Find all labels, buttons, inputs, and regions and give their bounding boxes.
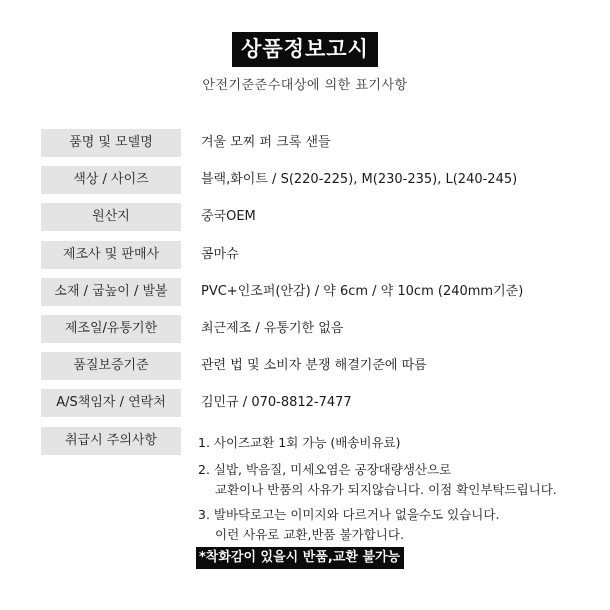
- info-value: 관련 법 및 소비자 분쟁 해결기준에 따름: [201, 358, 427, 374]
- note-line: 1. 사이즈교환 1회 가능 (배송비유료): [198, 435, 401, 450]
- info-row-as-contact: [41, 389, 601, 417]
- note-line: 3. 발바닥로고는 이미지와 다르거나 없을수도 있습니다.: [198, 507, 500, 522]
- note-line: 2. 실밥, 박음질, 미세오염은 공장대량생산으로: [198, 462, 452, 477]
- info-row-manufacturer: [41, 241, 601, 269]
- info-row-product-name: [41, 129, 601, 157]
- info-label: 색상 / 사이즈: [41, 166, 181, 194]
- info-row-quality: [41, 352, 601, 380]
- note-line-continued: 이런 사유로 교환,반품 불가합니다.: [215, 527, 404, 542]
- title-wrapper: [0, 32, 610, 67]
- info-label: 취급시 주의사항: [41, 427, 181, 455]
- info-label: 소재 / 굽높이 / 발볼: [41, 278, 181, 306]
- info-value: 콤마슈: [201, 246, 239, 262]
- info-table: [41, 129, 601, 464]
- info-row-material: [41, 278, 601, 306]
- info-row-manufacture-date: [41, 315, 601, 343]
- note-line-continued: 교환이나 반품의 사유가 되지않습니다. 이점 확인부탁드립니다.: [215, 482, 557, 497]
- warning-wrapper: [196, 546, 404, 569]
- info-label: A/S책임자 / 연락처: [41, 389, 181, 417]
- info-label: 제조일/유통기한: [41, 315, 181, 343]
- info-value: 겨울 모찌 퍼 크록 샌들: [201, 135, 331, 150]
- info-value: 블랙,화이트 / S(220-225), M(230-235), L(240-245): [201, 172, 518, 188]
- note-item: [198, 460, 557, 500]
- info-value: PVC+인조퍼(안감) / 약 6cm / 약 10cm (240mm기준): [201, 283, 524, 299]
- note-item: [198, 433, 401, 453]
- warning-badge: *착화감이 있을시 반품,교환 불가능: [196, 547, 404, 569]
- info-row-color-size: [41, 166, 601, 194]
- page-title: 상품정보고시: [232, 32, 378, 67]
- info-label: 품명 및 모델명: [41, 129, 181, 157]
- info-label: 품질보증기준: [41, 352, 181, 380]
- info-label: 제조사 및 판매사: [41, 241, 181, 269]
- note-item: [198, 505, 499, 545]
- info-value: 김민규 / 070-8812-7477: [201, 395, 352, 411]
- info-value: 최근제조 / 유통기한 없음: [201, 320, 344, 336]
- info-row-origin: [41, 203, 601, 231]
- info-label: 원산지: [41, 203, 181, 231]
- info-value: 중국OEM: [201, 209, 256, 225]
- page-subtitle: 안전기준준수대상에 의한 표기사항: [202, 78, 408, 93]
